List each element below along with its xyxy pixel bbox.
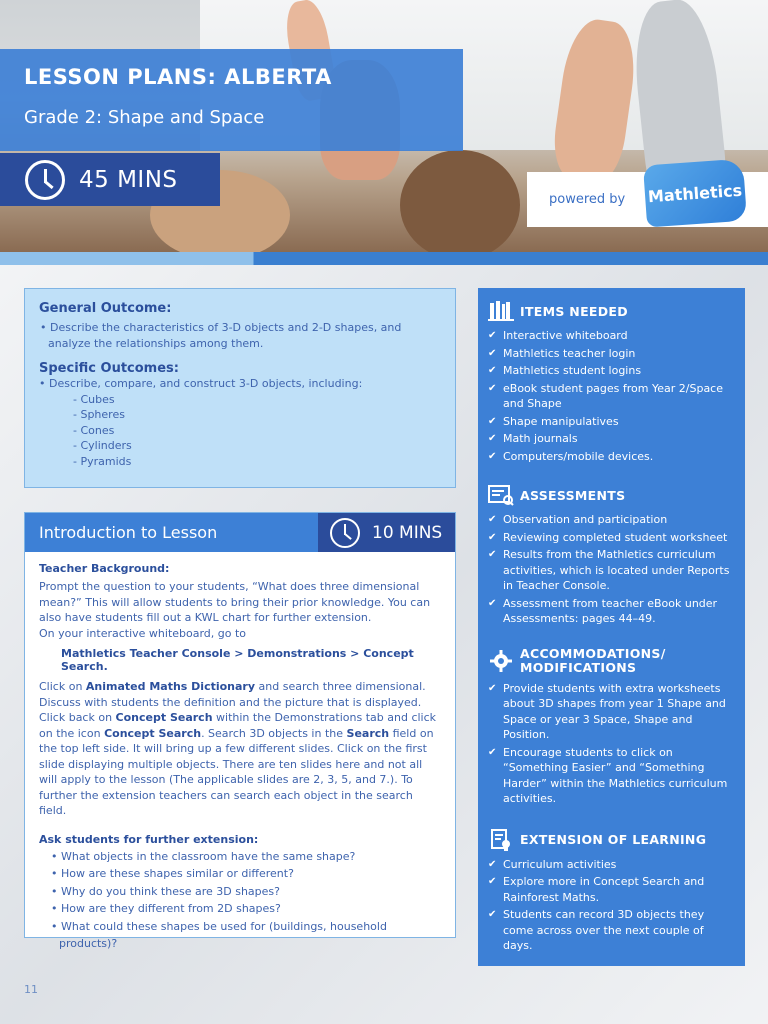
list-item: - Spheres <box>73 408 125 421</box>
accommodations-section <box>488 647 735 807</box>
list-item: ✔ Computers/mobile devices. <box>488 449 735 465</box>
items-needed-section <box>488 300 735 464</box>
extension-questions-list <box>39 848 441 953</box>
certificate-icon <box>488 829 514 851</box>
introduction-heading: Introduction to Lesson <box>39 523 218 542</box>
page-title: LESSON PLANS: ALBERTA <box>24 65 332 89</box>
intro-paragraph-1: Prompt the question to your students, “What does three dimensional mean?” This will allow students to bring their prior knowledge. You can also have students fill out a KWL chart for further extension. <box>39 580 431 624</box>
books-icon <box>488 300 514 322</box>
header-divider-strip <box>0 252 768 265</box>
list-item: ✔ eBook student pages from Year 2/Space and Shape <box>488 381 735 412</box>
clock-icon <box>25 160 65 200</box>
list-item: ✔ Results from the Mathletics curriculum activities, which is located under Reports in Teacher Console. <box>488 547 735 594</box>
assessments-section <box>488 484 735 627</box>
extension-section <box>488 829 735 954</box>
mathletics-logo <box>643 159 747 228</box>
teacher-background-label: Teacher Background: <box>39 562 170 575</box>
list-item: • How are they different from 2D shapes? <box>51 902 281 915</box>
list-item: ✔ Assessment from teacher eBook under Assessments: pages 44–49. <box>488 596 735 627</box>
title-banner <box>0 49 463 151</box>
list-item: ✔ Students can record 3D objects they come across over the next couple of days. <box>488 907 735 954</box>
sidebar-panel <box>478 288 745 966</box>
list-item: ✔ Mathletics student logins <box>488 363 735 379</box>
page-number: 11 <box>24 983 38 996</box>
items-needed-heading: ITEMS NEEDED <box>520 303 628 319</box>
outcomes-panel <box>24 288 456 488</box>
assessments-heading: ASSESSMENTS <box>520 487 626 503</box>
list-item: ✔ Provide students with extra worksheets about 3D shapes from year 1 Shape and Space or year 3 Space, Shape and Position. <box>488 681 735 743</box>
list-item: - Cones <box>73 423 115 437</box>
intro-duration-badge <box>318 513 455 552</box>
assessment-icon <box>488 484 514 506</box>
clock-icon <box>330 518 360 548</box>
list-item: • How are these shapes similar or different? <box>51 867 294 880</box>
navigation-path: Mathletics Teacher Console > Demonstrations > Concept Search. <box>61 647 414 673</box>
list-item: • Why do you think these are 3D shapes? <box>51 884 280 898</box>
extension-heading: EXTENSION OF LEARNING <box>520 832 707 847</box>
list-item: • What could these shapes be used for (buildings, household products)? <box>51 919 387 950</box>
introduction-body <box>25 552 455 963</box>
list-item: ✔ Mathletics teacher login <box>488 346 735 362</box>
list-item: ✔ Encourage students to click on “Something Easier” and “Something Harder” within the Mathletics curriculum activities. <box>488 745 735 807</box>
accommodations-heading-line1: ACCOMMODATIONS/ <box>520 645 666 661</box>
specific-outcomes-intro: • Describe, compare, and construct 3-D objects, including: <box>39 377 363 390</box>
list-item: - Cylinders <box>73 439 132 452</box>
list-item: ✔ Interactive whiteboard <box>488 328 735 344</box>
intro-paragraph-1b: On your interactive whiteboard, go to <box>39 626 247 640</box>
specific-outcomes-heading: Specific Outcomes: <box>39 361 179 376</box>
list-item: ✔ Explore more in Concept Search and Rainforest Maths. <box>488 874 735 905</box>
intro-duration: 10 MINS <box>372 522 443 543</box>
logo-text: Mathletics <box>647 180 743 206</box>
introduction-header <box>25 513 455 552</box>
general-outcome-text: • Describe the characteristics of 3-D objects and 2-D shapes, and analyze the relationships among them. <box>40 321 402 350</box>
intro-paragraph-2: Click on Animated Maths Dictionary and search three dimensional. Discuss with students the definition and the picture that is displayed. Click back on Concept Search within the Demonstrations tab and click on the icon Concept Search. Search 3D objects in the Search field on the top left side. It will bring up a few different slides. Click on the first slide displaying multiple objects. There are ten slides here and not all will apply to the lesson (The applicable slides are 2, 3, 5, and 7.). To further the extension teachers can search each object in the search field. <box>39 680 437 817</box>
page-subtitle: Grade 2: Shape and Space <box>24 107 265 128</box>
list-item: - Cubes <box>73 392 115 406</box>
list-item: ✔ Reviewing completed student worksheet <box>488 530 735 546</box>
list-item: • What objects in the classroom have the same shape? <box>51 849 356 863</box>
powered-by-box <box>527 172 768 227</box>
list-item: ✔ Curriculum activities <box>488 857 735 873</box>
specific-outcomes-list <box>39 392 441 470</box>
list-item: ✔ Observation and participation <box>488 512 735 528</box>
list-item: - Pyramids <box>73 454 132 468</box>
lesson-duration-badge <box>0 153 220 206</box>
gear-icon <box>488 650 514 672</box>
list-item: ✔ Math journals <box>488 431 735 447</box>
general-outcome-heading: General Outcome: <box>39 301 172 316</box>
lesson-duration: 45 MINS <box>79 166 178 193</box>
accommodations-heading-line2: MODIFICATIONS <box>520 659 637 675</box>
list-item: ✔ Shape manipulatives <box>488 414 735 430</box>
ask-students-label: Ask students for further extension: <box>39 832 259 846</box>
introduction-panel <box>24 512 456 950</box>
powered-by-label: powered by <box>549 192 626 207</box>
